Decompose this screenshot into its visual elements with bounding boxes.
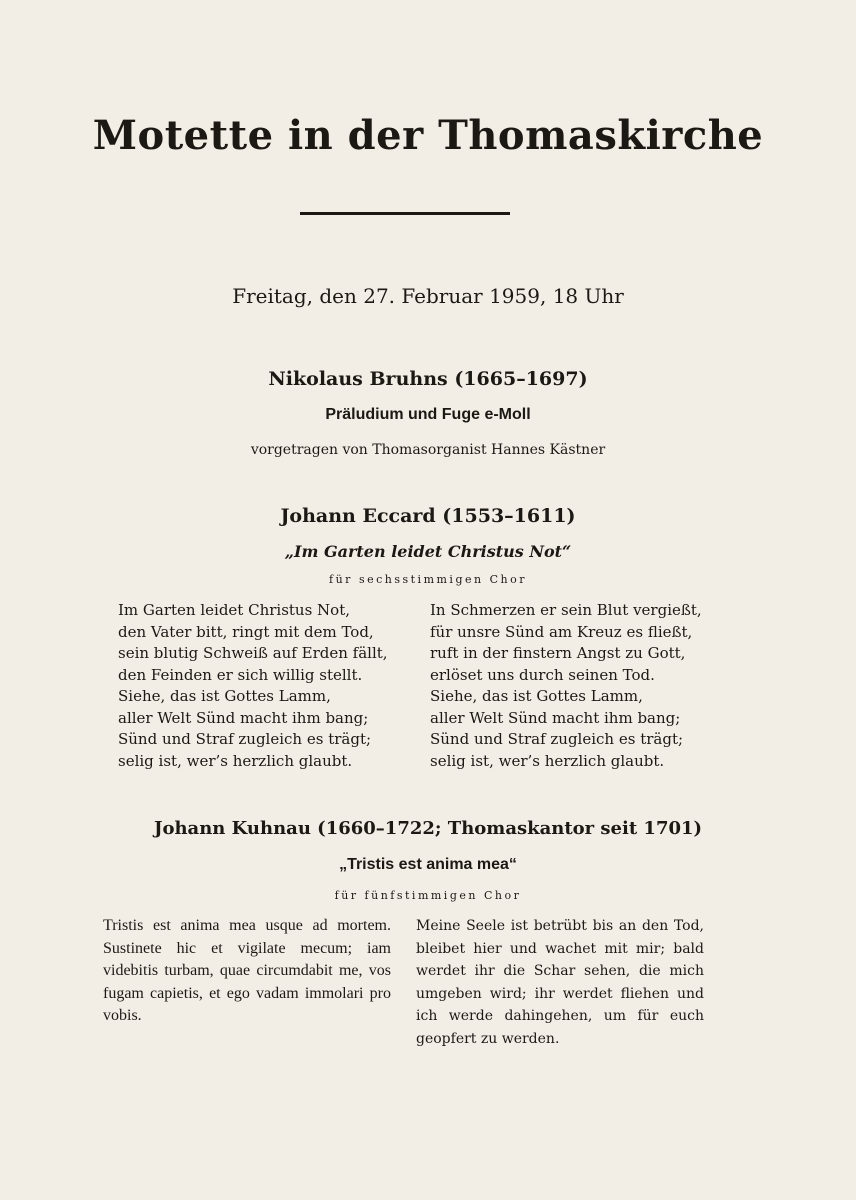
eccard-verse-left (118, 600, 388, 772)
scoring-eccard: für sechsstimmigen Chor (329, 573, 527, 586)
latin-text: Tristis est anima mea usque ad mortem. Sustinete hic et vigilate mecum; iam videbitis turbam, quae circumdabit me, vos fugam capietis, et ego vadam immolari pro vobis. (103, 917, 391, 1024)
composer-heading-kuhnau: Johann Kuhnau (1660–1722; Thomaskantor seit 1701) (153, 818, 703, 839)
verse-line: Siehe, das ist Gottes Lamm, (118, 687, 331, 705)
verse-line: aller Welt Sünd macht ihm bang; (118, 708, 369, 727)
german-translation: Meine Seele ist betrübt bis an den Tod, bleibet hier und wachet mit mir; bald werdet ihr die Schar sehen, die mich umgeben wird; ihr werdet fliehen und ich werde dahingehen, um für euch geopfert zu werden. (416, 918, 704, 1047)
verse-line: aller Welt Sünd macht ihm bang; (430, 708, 681, 727)
title-divider (300, 212, 510, 215)
verse-line: für unsre Sünd am Kreuz es fließt, (430, 622, 693, 641)
work-title-bruhns: Präludium und Fuge e-Moll (325, 406, 531, 423)
composer-heading-bruhns: Nikolaus Bruhns (1665–1697) (268, 368, 588, 390)
event-date: Freitag, den 27. Februar 1959, 18 Uhr (232, 284, 624, 308)
work-title-kuhnau: „Tristis est anima mea“ (339, 856, 517, 873)
verse-line: In Schmerzen er sein Blut vergießt, (430, 601, 702, 619)
performer-line: vorgetragen von Thomasorganist Hannes Kästner (250, 442, 606, 458)
verse-line: sein blutig Schweiß auf Erden fällt, (118, 644, 388, 662)
work-title-eccard: „Im Garten leidet Christus Not“ (284, 542, 572, 561)
page-title: Motette in der Thomaskirche (92, 112, 764, 159)
verse-line: erlöset uns durch seinen Tod. (430, 665, 655, 684)
scoring-kuhnau: für fünfstimmigen Chor (334, 889, 522, 902)
verse-line: den Feinden er sich willig stellt. (118, 665, 363, 684)
eccard-verse-right (430, 600, 702, 772)
verse-line: Im Garten leidet Christus Not, (118, 601, 351, 619)
verse-line: Sünd und Straf zugleich es trägt; (430, 730, 684, 748)
verse-line: Sünd und Straf zugleich es trägt; (118, 730, 372, 748)
verse-line: Siehe, das ist Gottes Lamm, (430, 687, 643, 705)
composer-heading-eccard: Johann Eccard (1553–1611) (280, 505, 576, 527)
verse-line: den Vater bitt, ringt mit dem Tod, (118, 622, 374, 641)
verse-line: ruft in der finstern Angst zu Gott, (430, 644, 686, 662)
verse-line: selig ist, wer’s herzlich glaubt. (430, 751, 665, 770)
verse-line: selig ist, wer’s herzlich glaubt. (118, 751, 353, 770)
